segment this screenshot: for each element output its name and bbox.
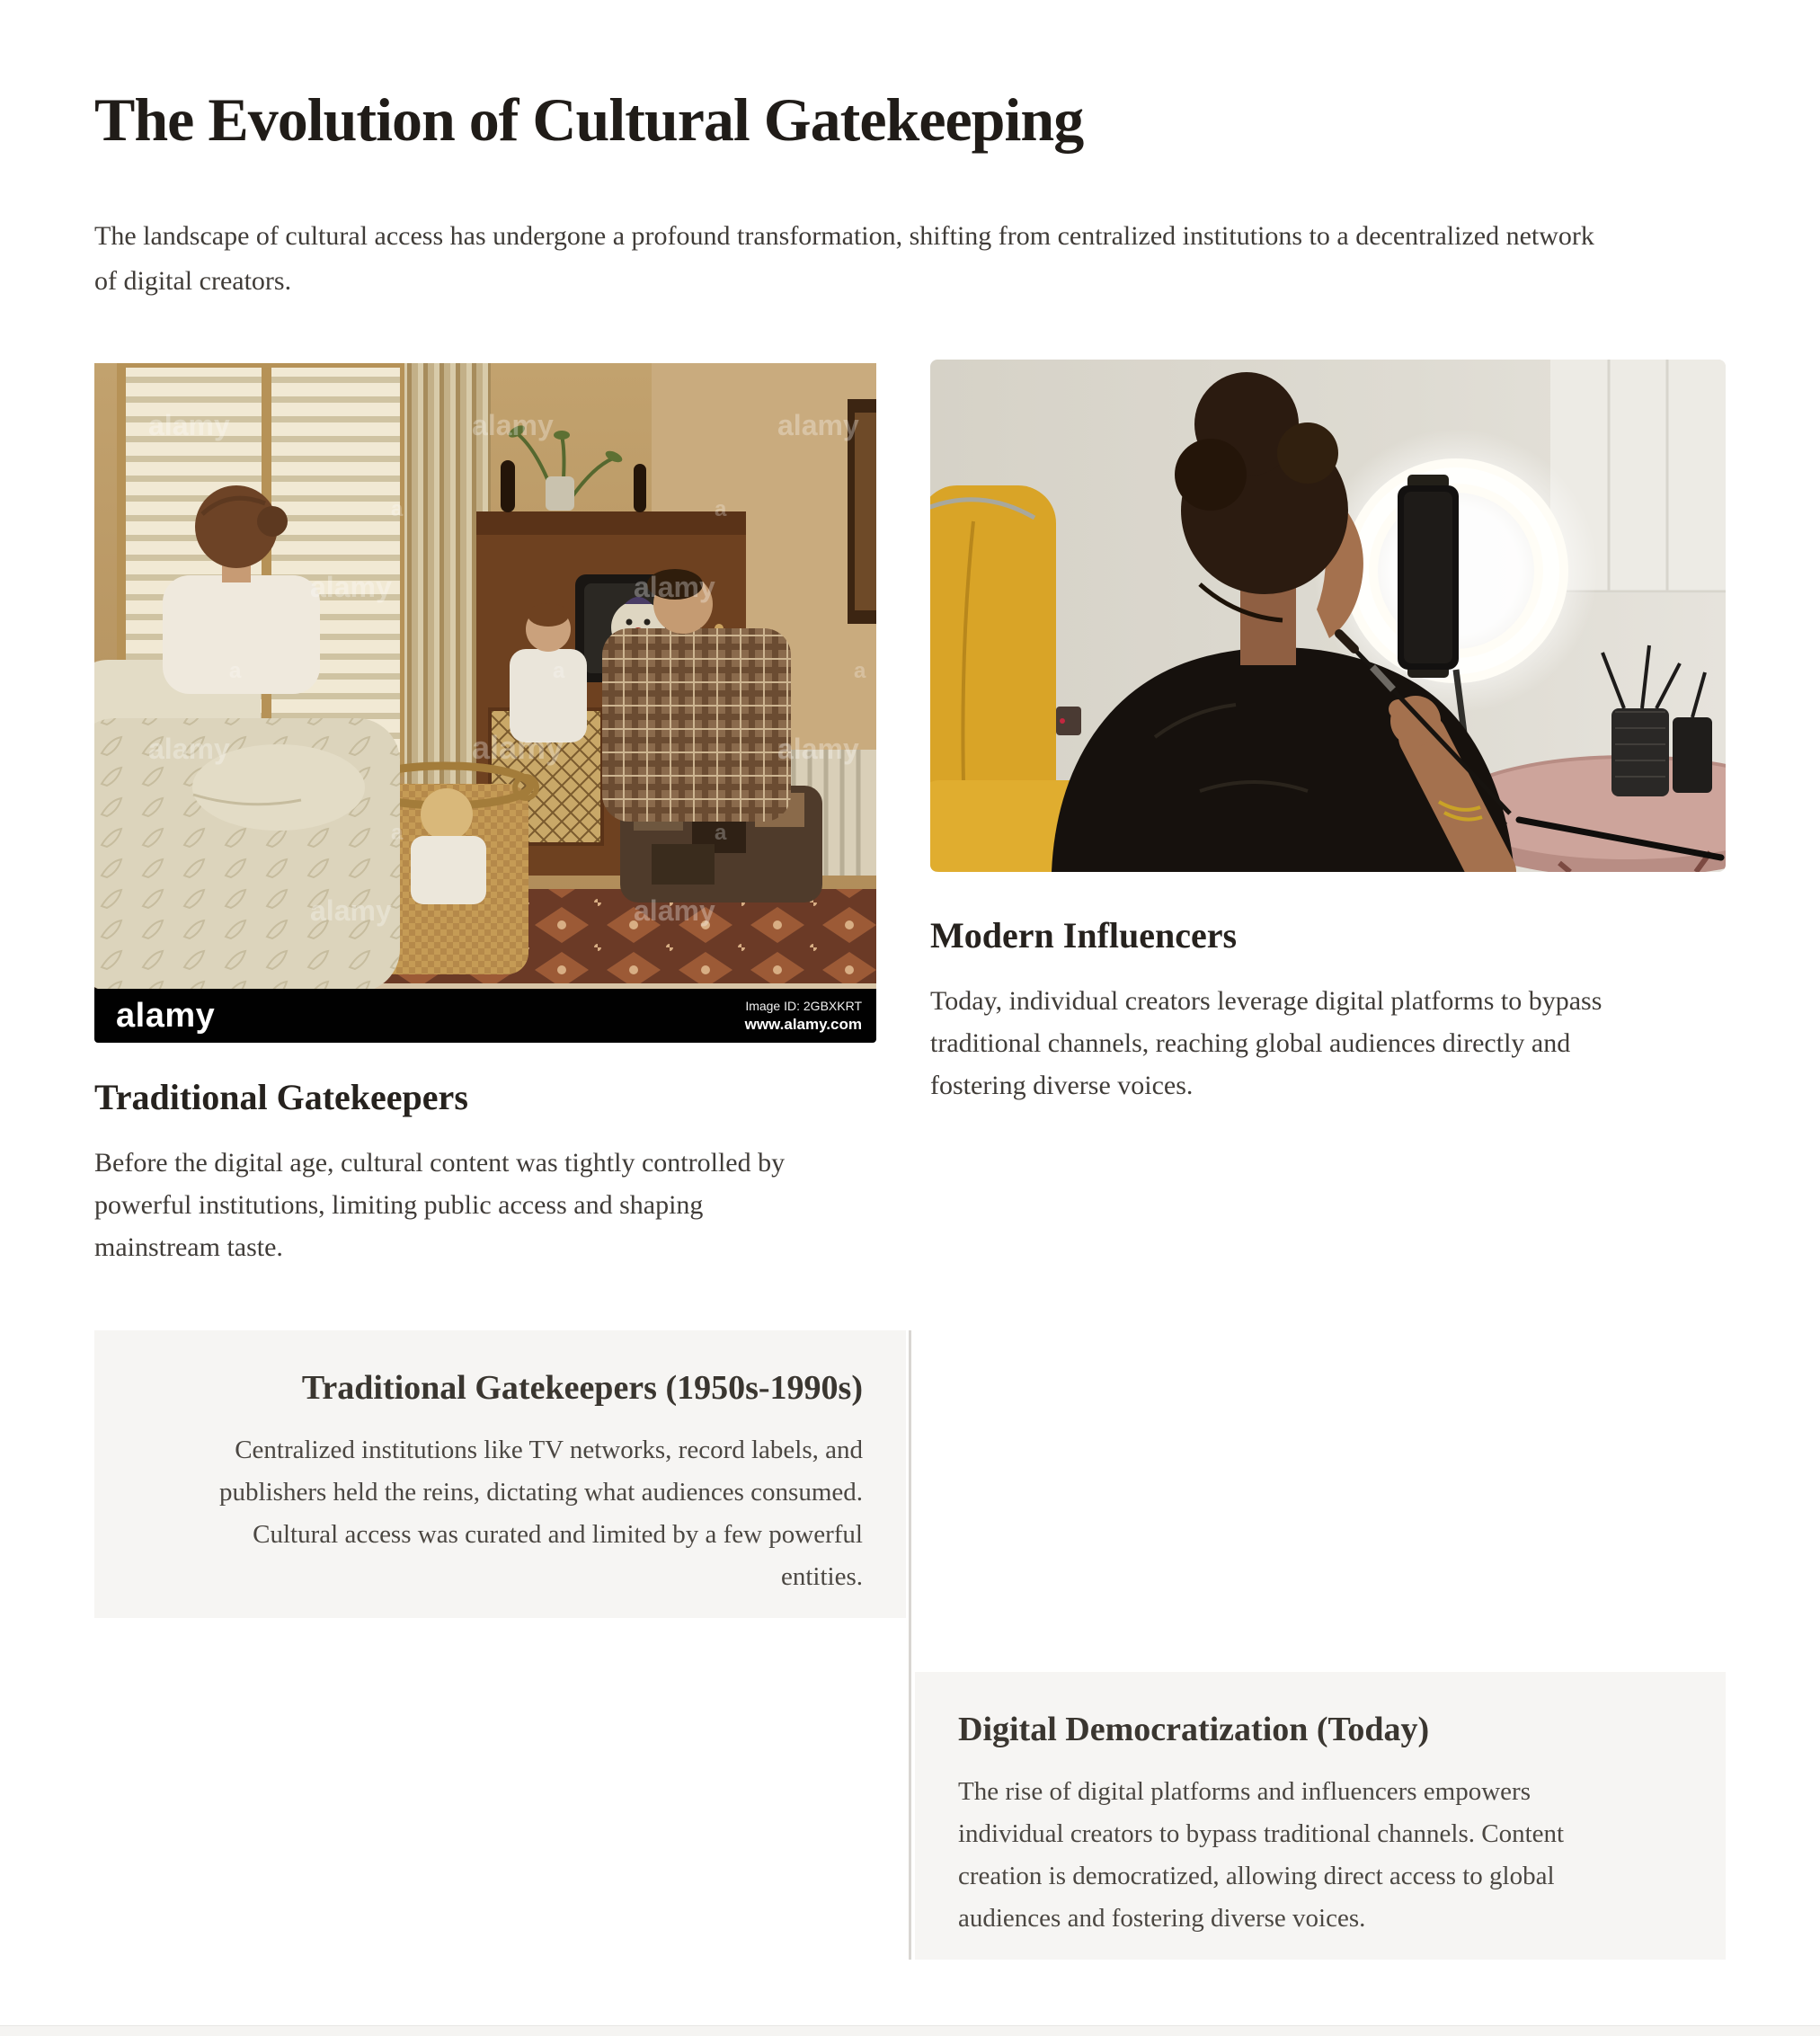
svg-text:alamy: alamy (310, 894, 392, 927)
timeline-card-heading: Traditional Gatekeepers (1950s-1990s) (301, 1369, 863, 1407)
svg-text:a: a (715, 497, 727, 521)
ring-light-scene-illustration (930, 360, 1726, 872)
svg-text:a: a (391, 497, 404, 521)
svg-text:a: a (553, 659, 565, 683)
timeline-card-digital (915, 1672, 1726, 1960)
svg-text:alamy: alamy (777, 733, 859, 765)
intro-paragraph: The landscape of cultural access has undergone a profound transformation, shifting from centralized institutions to a decentralized network of digital creators. (94, 221, 1594, 296)
svg-text:alamy: alamy (777, 409, 859, 441)
page-title: The Evolution of Cultural Gatekeeping (94, 85, 1084, 154)
figurine (501, 460, 515, 512)
svg-text:alamy: alamy (148, 409, 230, 441)
svg-text:a: a (229, 659, 242, 683)
svg-text:a: a (715, 821, 727, 845)
retro-tv-scene-illustration (94, 363, 876, 989)
window-mullion (262, 363, 271, 772)
alamy-attribution-bar (94, 989, 876, 1043)
timeline-card-body: Centralized institutions like TV networks, record labels, and publishers held the reins, dictating what audiences consumed. Cultural access was curated and limited by a few powerful entities. (219, 1436, 863, 1591)
modern-influencer-photo (930, 360, 1726, 872)
svg-text:alamy: alamy (148, 733, 230, 765)
svg-text:a: a (854, 659, 866, 683)
svg-text:alamy: alamy (472, 409, 554, 441)
picture-frame-inner (855, 413, 876, 610)
power-outlet (1056, 707, 1081, 735)
alamy-image-id: Image ID: 2GBXKRT (745, 999, 862, 1013)
timeline-card-body: The rise of digital platforms and influencers empowers individual creators to bypass traditional channels. Content creation is democratized, allowing direct access to global audiences and fostering diverse voices. (958, 1777, 1565, 1933)
traditional-gatekeepers-heading: Traditional Gatekeepers (94, 1077, 468, 1117)
svg-text:alamy: alamy (634, 894, 715, 927)
modern-influencers-heading: Modern Influencers (930, 915, 1238, 956)
svg-text:alamy: alamy (310, 571, 392, 603)
alamy-url-link[interactable]: www.alamy.com (744, 1016, 862, 1033)
timeline-divider (909, 1330, 911, 1960)
next-section-edge (0, 2025, 1820, 2036)
timeline-card-traditional (94, 1330, 906, 1618)
svg-text:a: a (391, 821, 404, 845)
figurine (634, 464, 646, 512)
alamy-logo: alamy (116, 997, 216, 1035)
traditional-gatekeepers-paragraph: Before the digital age, cultural content was tightly controlled by powerful institutions, limiting public access and shaping mainstream taste. (94, 1148, 786, 1262)
phone-in-ring-light (1398, 475, 1459, 678)
modern-influencers-paragraph: Today, individual creators leverage digital platforms to bypass traditional channels, reaching global audiences directly and fostering diverse voices. (930, 986, 1602, 1100)
svg-text:alamy: alamy (472, 729, 564, 766)
traditional-gatekeepers-photo (94, 363, 876, 1043)
svg-text:alamy: alamy (634, 571, 715, 603)
timeline-card-heading: Digital Democratization (Today) (958, 1711, 1430, 1748)
